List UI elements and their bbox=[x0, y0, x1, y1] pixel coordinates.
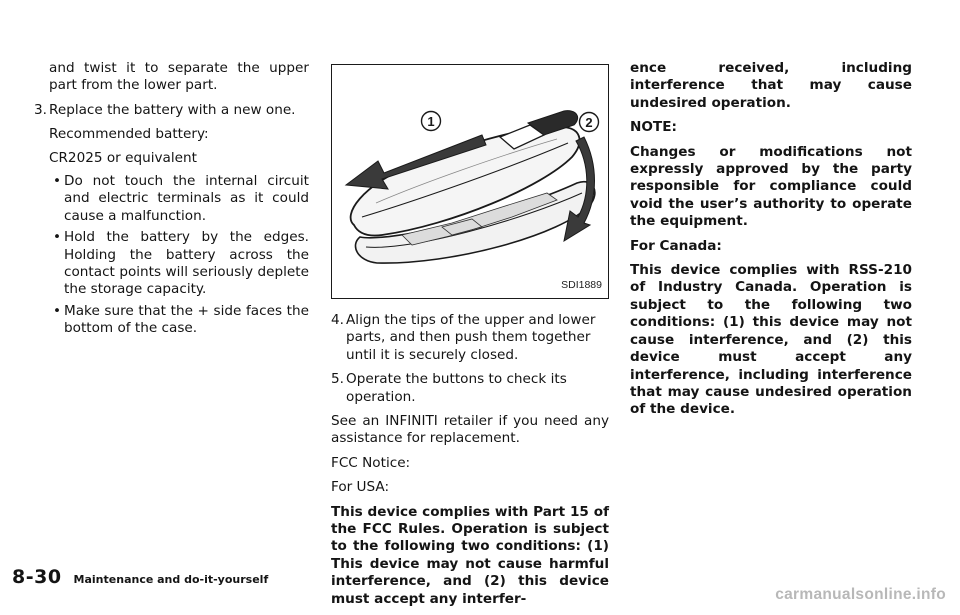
bullet-text: Do not touch the internal circuit and electric terminals as it could cause a malfunction. bbox=[64, 173, 309, 224]
intro-text: and twist it to separate the upper part from the lower part. bbox=[49, 60, 309, 94]
key-fob-illustration bbox=[332, 65, 610, 298]
step-3-text: Replace the battery with a new one. bbox=[49, 101, 296, 118]
step-3 bbox=[34, 102, 309, 119]
usa-compliance-text: This device complies with Part 15 of the FCC Rules. Operation is subject to the following two conditions: (1) This device may not cause harmful interference, and (2) this device must accept any interfer- bbox=[331, 503, 609, 607]
figure-caption: SDI1889 bbox=[561, 278, 602, 291]
bullet-dot: • bbox=[53, 173, 62, 190]
step-4 bbox=[331, 312, 609, 364]
note-heading: NOTE: bbox=[630, 119, 677, 136]
bullet-item bbox=[34, 229, 309, 299]
recommended-battery-label: Recommended battery: bbox=[49, 126, 209, 143]
page-footer bbox=[12, 566, 268, 588]
for-usa-heading: For USA: bbox=[331, 479, 390, 496]
fcc-notice-heading: FCC Notice: bbox=[331, 454, 411, 471]
bullet-item bbox=[34, 303, 309, 338]
step-4-number: 4. bbox=[331, 312, 344, 328]
bullet-item bbox=[34, 173, 309, 225]
callout-2: 2 bbox=[585, 115, 593, 130]
for-canada-heading: For Canada: bbox=[630, 237, 722, 254]
column-middle bbox=[331, 60, 609, 615]
step-5-text: Operate the buttons to check its operation. bbox=[346, 371, 567, 405]
continued-text: ence received, including interference that may cause undesired operation. bbox=[630, 60, 912, 111]
bullet-dot: • bbox=[53, 302, 62, 319]
canada-compliance-text: This device complies with RSS-210 of Industry Canada. Operation is subject to the following two conditions: (1) this device may not cause interference, and (2) this device must accept any interference, including interference that may cause undesired operation of the device. bbox=[630, 262, 912, 418]
recommended-battery-value: CR2025 or equivalent bbox=[49, 149, 197, 166]
bullet-text: Make sure that the + side faces the bottom of the case. bbox=[64, 302, 309, 337]
column-right bbox=[630, 60, 912, 426]
page-number: 8-30 bbox=[12, 566, 62, 588]
watermark: carmanualsonline.info bbox=[775, 586, 946, 603]
bullet-dot: • bbox=[53, 229, 62, 246]
step-4-text: Align the tips of the upper and lower parts, and then push them together until it is securely closed. bbox=[346, 312, 596, 363]
retailer-text: See an INFINITI retailer if you need any assistance for replacement. bbox=[331, 413, 609, 447]
key-fob-figure bbox=[331, 64, 609, 299]
section-title: Maintenance and do-it-yourself bbox=[73, 573, 269, 586]
note-text: Changes or modifications not expressly approved by the party responsible for compliance could void the user’s authority to operate the equipment. bbox=[630, 143, 912, 230]
step-5-number: 5. bbox=[331, 371, 344, 388]
step-3-number: 3. bbox=[34, 101, 47, 118]
column-left bbox=[34, 60, 309, 342]
callout-1: 1 bbox=[427, 114, 435, 129]
step-5 bbox=[331, 371, 609, 406]
bullet-text: Hold the battery by the edges. Holding the battery across the contact points will seriously deplete the storage capacity. bbox=[64, 229, 309, 298]
